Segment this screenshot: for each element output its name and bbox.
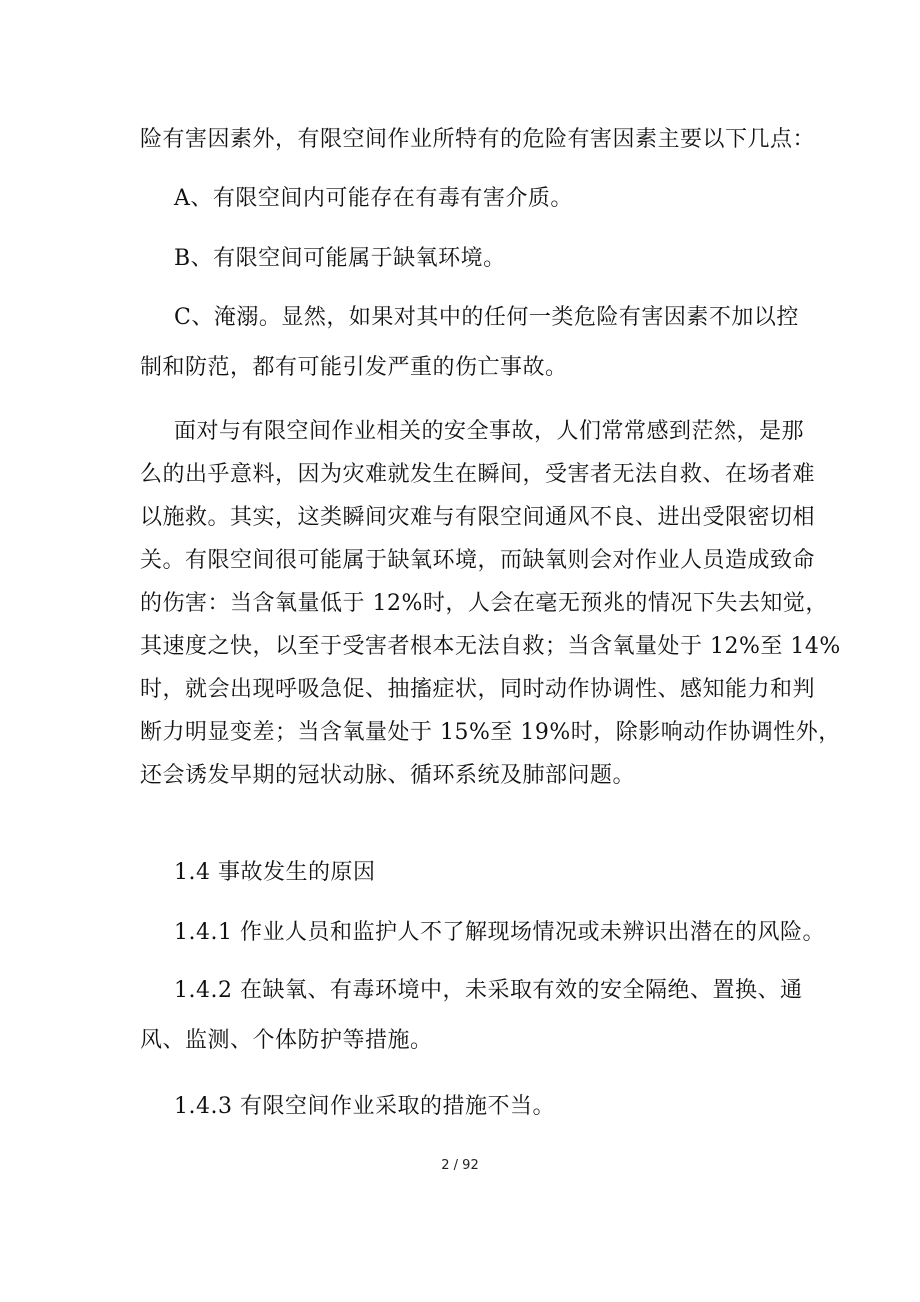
text-line: 1.4.2 在缺氧、有毒环境中，未采取有效的安全隔绝、置换、通 (174, 978, 803, 1003)
text-line: C、淹溺。显然，如果对其中的任何一类危险有害因素不加以控 (174, 305, 799, 330)
paragraph-item-c (140, 299, 799, 386)
text-line: 1.4.3 有限空间作业采取的措施不当。 (174, 1094, 555, 1119)
text-line: 其速度之快，以至于受害者根本无法自救；当含氧量处于 12%至 14% (140, 634, 841, 659)
text-line: 风、监测、个体防护等措施。 (140, 1028, 433, 1053)
text-line: 时，就会出现呼吸急促、抽搐症状，同时动作协调性、感知能力和判 (140, 677, 816, 702)
text-line: 以施救。其实，这类瞬间灾难与有限空间通风不良、进出受限密切相 (140, 505, 816, 530)
paragraph-item-a (140, 180, 790, 217)
text-line: 么的出乎意料，因为灾难就发生在瞬间，受害者无法自救、在场者难 (140, 462, 816, 487)
page-number: 2 / 92 (441, 1158, 479, 1173)
paragraph-1-4-2 (140, 972, 803, 1059)
text-line: 险有害因素外，有限空间作业所特有的危险有害因素主要以下几点： (140, 127, 816, 152)
text-line: B、有限空间可能属于缺氧环境。 (174, 246, 506, 271)
text-line: 制和防范，都有可能引发严重的伤亡事故。 (140, 355, 568, 380)
text-line: 还会诱发早期的冠状动脉、循环系统及肺部问题。 (140, 763, 636, 788)
section-heading-1-4 (140, 854, 790, 891)
text-line: 断力明显变差；当含氧量处于 15%至 19%时，除影响动作协调性外， (140, 720, 841, 745)
text-line: 1.4 事故发生的原因 (174, 860, 376, 885)
paragraph-item-b (140, 240, 790, 277)
text-line: 的伤害：当含氧量低于 12%时，人会在毫无预兆的情况下失去知觉， (140, 591, 828, 616)
paragraph-intro-tail (140, 121, 816, 158)
text-line: 关。有限空间很可能属于缺氧环境，而缺氧则会对作业人员造成致命 (140, 548, 816, 573)
paragraph-1-4-1 (140, 914, 825, 951)
text-line: 1.4.1 作业人员和监护人不了解现场情况或未辨识出潜在的风险。 (174, 920, 825, 945)
text-line: A、有限空间内可能存在有毒有害介质。 (174, 186, 573, 211)
paragraph-1-4-3 (140, 1088, 790, 1125)
paragraph-accident (140, 413, 841, 794)
text-line: 面对与有限空间作业相关的安全事故，人们常常感到茫然，是那 (174, 419, 805, 444)
